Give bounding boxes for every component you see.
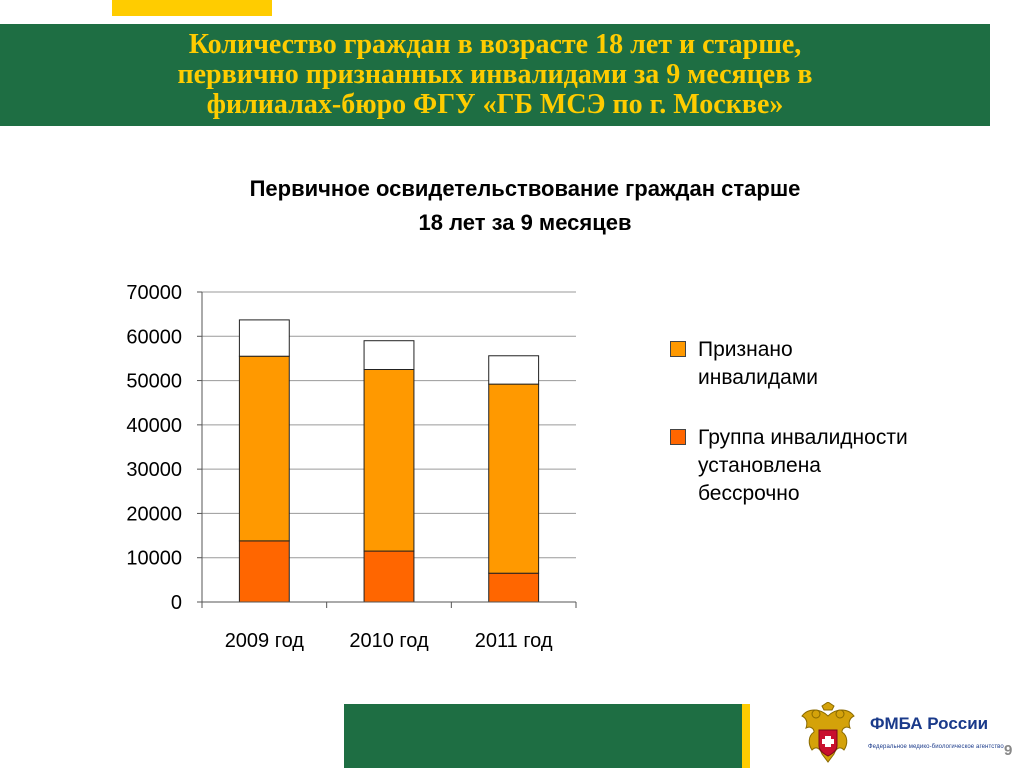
bar-segment-2-0 [239,320,289,356]
stacked-bar-chart [0,270,640,670]
legend-item-permanent [670,424,1000,508]
org-name: ФМБА России [870,714,989,733]
footer-yellow-accent [742,704,750,768]
y-tick-label-1: 10000 [126,547,182,570]
bar-segment-0-1 [364,551,414,602]
footer-green-bar [344,704,742,768]
slide-title-banner [0,24,990,126]
y-tick-label-4: 40000 [126,414,182,437]
org-subtitle: Федеральное медико-биологическое агентство [868,744,1004,750]
bar-segment-2-2 [489,356,539,384]
slide-title-line-3: филиалах-бюро ФГУ «ГБ МСЭ по г. Москве» [206,89,784,120]
y-tick-label-3: 30000 [126,459,182,482]
chart-title [150,172,900,240]
x-tick-label-2: 2011 год [474,630,553,652]
bar-segment-2-1 [364,341,414,370]
slide-title-line-1: Количество граждан в возрасте 18 лет и старше, [188,29,802,60]
page-number: 9 [1004,742,1013,759]
legend-swatch-permanent [670,429,686,445]
fmba-logo [798,700,1004,768]
bar-segment-1-0 [239,356,289,541]
y-tick-label-6: 60000 [126,326,182,349]
bar-segment-0-0 [239,541,289,602]
top-accent-bar [112,0,272,16]
chart-title-line-2: 18 лет за 9 месяцев [418,210,632,235]
legend-label-recognized: Признано инвалидами [698,338,819,389]
y-tick-label-0: 0 [170,592,182,614]
bar-segment-1-2 [489,384,539,573]
x-tick-label-0: 2009 год [224,630,304,652]
slide-title-line-2: первично признанных инвалидами за 9 месяцев в [177,59,813,90]
bar-segment-0-2 [489,573,539,602]
chart-legend [670,336,1000,540]
double-headed-eagle-emblem-icon [798,702,858,768]
bar-segment-1-1 [364,370,414,552]
legend-label-permanent: Группа инвалидности установлена бессрочно [698,426,908,505]
chart-title-line-1: Первичное освидетельствование граждан старше [249,176,801,201]
legend-item-recognized [670,336,1000,392]
legend-swatch-recognized [670,341,686,357]
x-tick-label-1: 2010 год [349,630,429,652]
y-tick-label-5: 50000 [126,370,182,393]
y-tick-label-2: 20000 [126,503,182,526]
y-tick-label-7: 70000 [126,282,182,304]
